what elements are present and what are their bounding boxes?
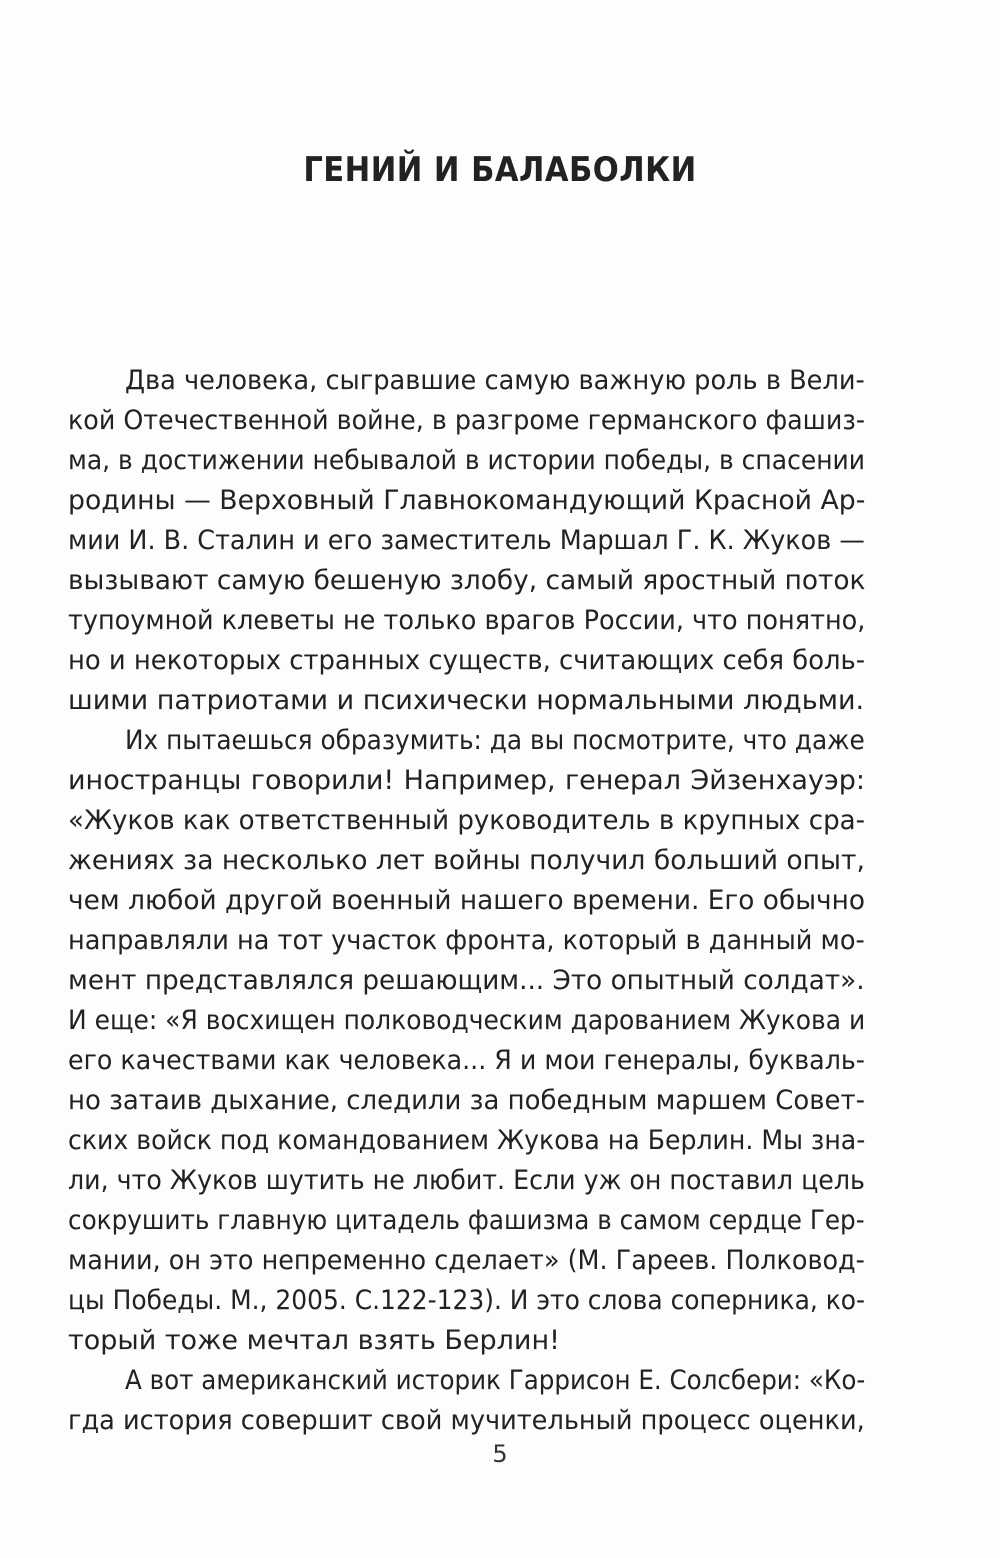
- text-line: тупоумной клеветы не только врагов России, что понятно,: [68, 605, 866, 636]
- page-number: 5: [492, 1440, 508, 1468]
- text-line: ма, в достижении небывалой в истории победы, в спасении: [68, 445, 866, 476]
- text-line: вызывают самую бешеную злобу, самый яростный поток: [68, 565, 866, 596]
- text-line: торый тоже мечтал взять Берлин!: [68, 1325, 560, 1356]
- text-line: Их пытаешься образумить: да вы посмотрите, что даже: [125, 725, 865, 756]
- text-line: А вот американский историк Гаррисон Е. Солсбери: «Ко-: [125, 1365, 866, 1396]
- text-line: мии И. В. Сталин и его заместитель Маршал Г. К. Жуков —: [68, 525, 865, 556]
- text-line: иностранцы говорили! Например, генерал Эйзенхауэр:: [68, 765, 865, 796]
- text-line: Два человека, сыгравшие самую важную роль в Вели-: [125, 365, 865, 396]
- text-line: мании, он это непременно сделает» (М. Гареев. Полковод-: [68, 1245, 865, 1276]
- text-line: шими патриотами и психически нормальными людьми.: [68, 685, 865, 716]
- text-line: И еще: «Я восхищен полководческим дарованием Жукова и: [68, 1005, 866, 1036]
- text-line: его качествами как человека... Я и мои генералы, букваль-: [68, 1045, 865, 1076]
- text-line: но затаив дыхание, следили за победным маршем Совет-: [68, 1085, 865, 1116]
- text-line: ли, что Жуков шутить не любит. Если уж он поставил цель: [68, 1165, 865, 1196]
- text-line: мент представлялся решающим... Это опытный солдат».: [68, 965, 865, 996]
- text-line: цы Победы. М., 2005. С.122-123). И это слова соперника, ко-: [68, 1285, 866, 1316]
- text-line: но и некоторых странных существ, считающих себя боль-: [68, 645, 866, 676]
- text-line: ских войск под командованием Жукова на Берлин. Мы зна-: [68, 1125, 866, 1156]
- text-line: «Жуков как ответственный руководитель в крупных сра-: [68, 805, 866, 836]
- text-line: сокрушить главную цитадель фашизма в самом сердце Гер-: [68, 1205, 865, 1236]
- chapter-title: ГЕНИЙ И БАЛАБОЛКИ: [303, 150, 697, 190]
- text-line: родины — Верховный Главнокомандующий Красной Ар-: [68, 485, 866, 516]
- text-line: гда история совершит свой мучительный процесс оценки,: [68, 1405, 865, 1436]
- text-line: направляли на тот участок фронта, который в данный мо-: [68, 925, 865, 956]
- text-line: чем любой другой военный нашего времени. Его обычно: [68, 885, 865, 916]
- text-line: кой Отечественной войне, в разгроме германского фашиз-: [68, 405, 865, 436]
- text-line: жениях за несколько лет войны получил больший опыт,: [68, 845, 865, 876]
